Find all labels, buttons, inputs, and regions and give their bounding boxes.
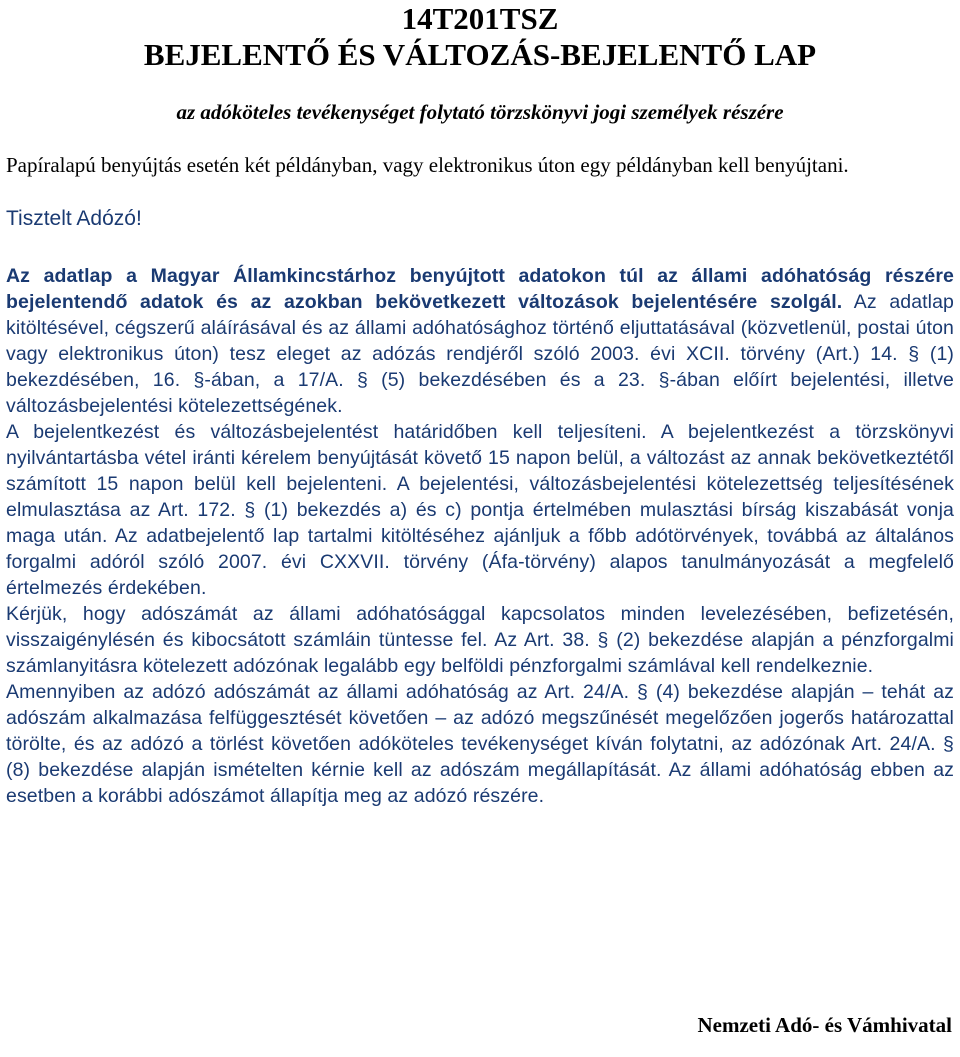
- issuer-signature: Nemzeti Adó- és Vámhivatal: [697, 1013, 952, 1037]
- paragraph-reinstatement: Amennyiben az adózó adószámát az állami adóhatóság az Art. 24/A. § (4) bekezdése alapján – tehát az adószám alkalmazása felfüggesztését követően – az adózó megszűnését megelőzően jogerős határozattal törölte, és az adózó a törlést követően adóköteles tevékenységet kíván folytatni, az adózónak Art. 24/A. § (8) bekezdése alapján ismételten kérnie kell az adószám megállapítását. Az állami adóhatóság ebben az esetben a korábbi adószámot állapítja meg az adózó részére.: [6, 681, 954, 807]
- paragraph-tax-number: Kérjük, hogy adószámát az állami adóhatósággal kapcsolatos minden levelezésében, befizetésén, visszaigénylésén és kibocsátott számláin tüntesse fel. Az Art. 38. § (2) bekezdése alapján a pénzforgalmi számlanyitásra kötelezett adózónak legalább egy belföldi pénzforgalmi számlával kell rendelkeznie.: [6, 603, 954, 677]
- paragraph-deadlines: A bejelentkezést és változásbejelentést határidőben kell teljesíteni. A bejelentkezést a törzskönyvi nyilvántartásba vétel iránti kérelem benyújtását követő 15 napon belül, a változást az annak bekövetkeztétől számított 15 napon belül kell bejelenteni. A bejelentési, változásbejelentési kötelezettség teljesítésének elmulasztása az Art. 172. § (1) bekezdés a) és c) pontja értelmében mulasztási bírság kiszabását vonja maga után. Az adatbejelentő lap tartalmi kitöltéséhez ajánljuk a főbb adótörvények, továbbá az általános forgalmi adóról szóló 2007. évi CXXVII. törvény (Áfa-törvény) alapos tanulmányozását a megfelelő értelmezés érdekében.: [6, 421, 954, 599]
- purpose-statement: Az adatlap a Magyar Államkincstárhoz benyújtott adatokon túl az állami adóhatóság részére bejelentendő adatok és az azokban bekövetkezett változások bejelentésére szolgál.: [6, 265, 954, 313]
- body-text: [6, 263, 954, 809]
- form-code: 14T201TSZ: [401, 1, 559, 36]
- purpose-details: Az adatlap kitöltésével, cégszerű aláírásával és az állami adóhatósághoz történő eljuttatásával (közvetlenül, postai úton vagy elektronikus úton) tesz eleget az adózás rendjéről szóló 2003. évi XCII. törvény (Art.) 14. § (1) bekezdésében, 16. §-ában, a 17/A. § (5) bekezdésében és a 23. §-ában előírt bejelentési, illetve változásbejelentési kötelezettségének.: [6, 291, 954, 417]
- form-title: BEJELENTŐ ÉS VÁLTOZÁS-BEJELENTŐ LAP: [143, 37, 817, 72]
- salutation: Tisztelt Adózó!: [6, 207, 142, 230]
- submission-instructions: Papíralapú benyújtás esetén két példányban, vagy elektronikus úton egy példányban kell benyújtani.: [6, 153, 849, 177]
- form-subtitle: az adóköteles tevékenységet folytató törzskönyvi jogi személyek részére: [176, 100, 784, 124]
- paragraph-purpose: [6, 263, 954, 419]
